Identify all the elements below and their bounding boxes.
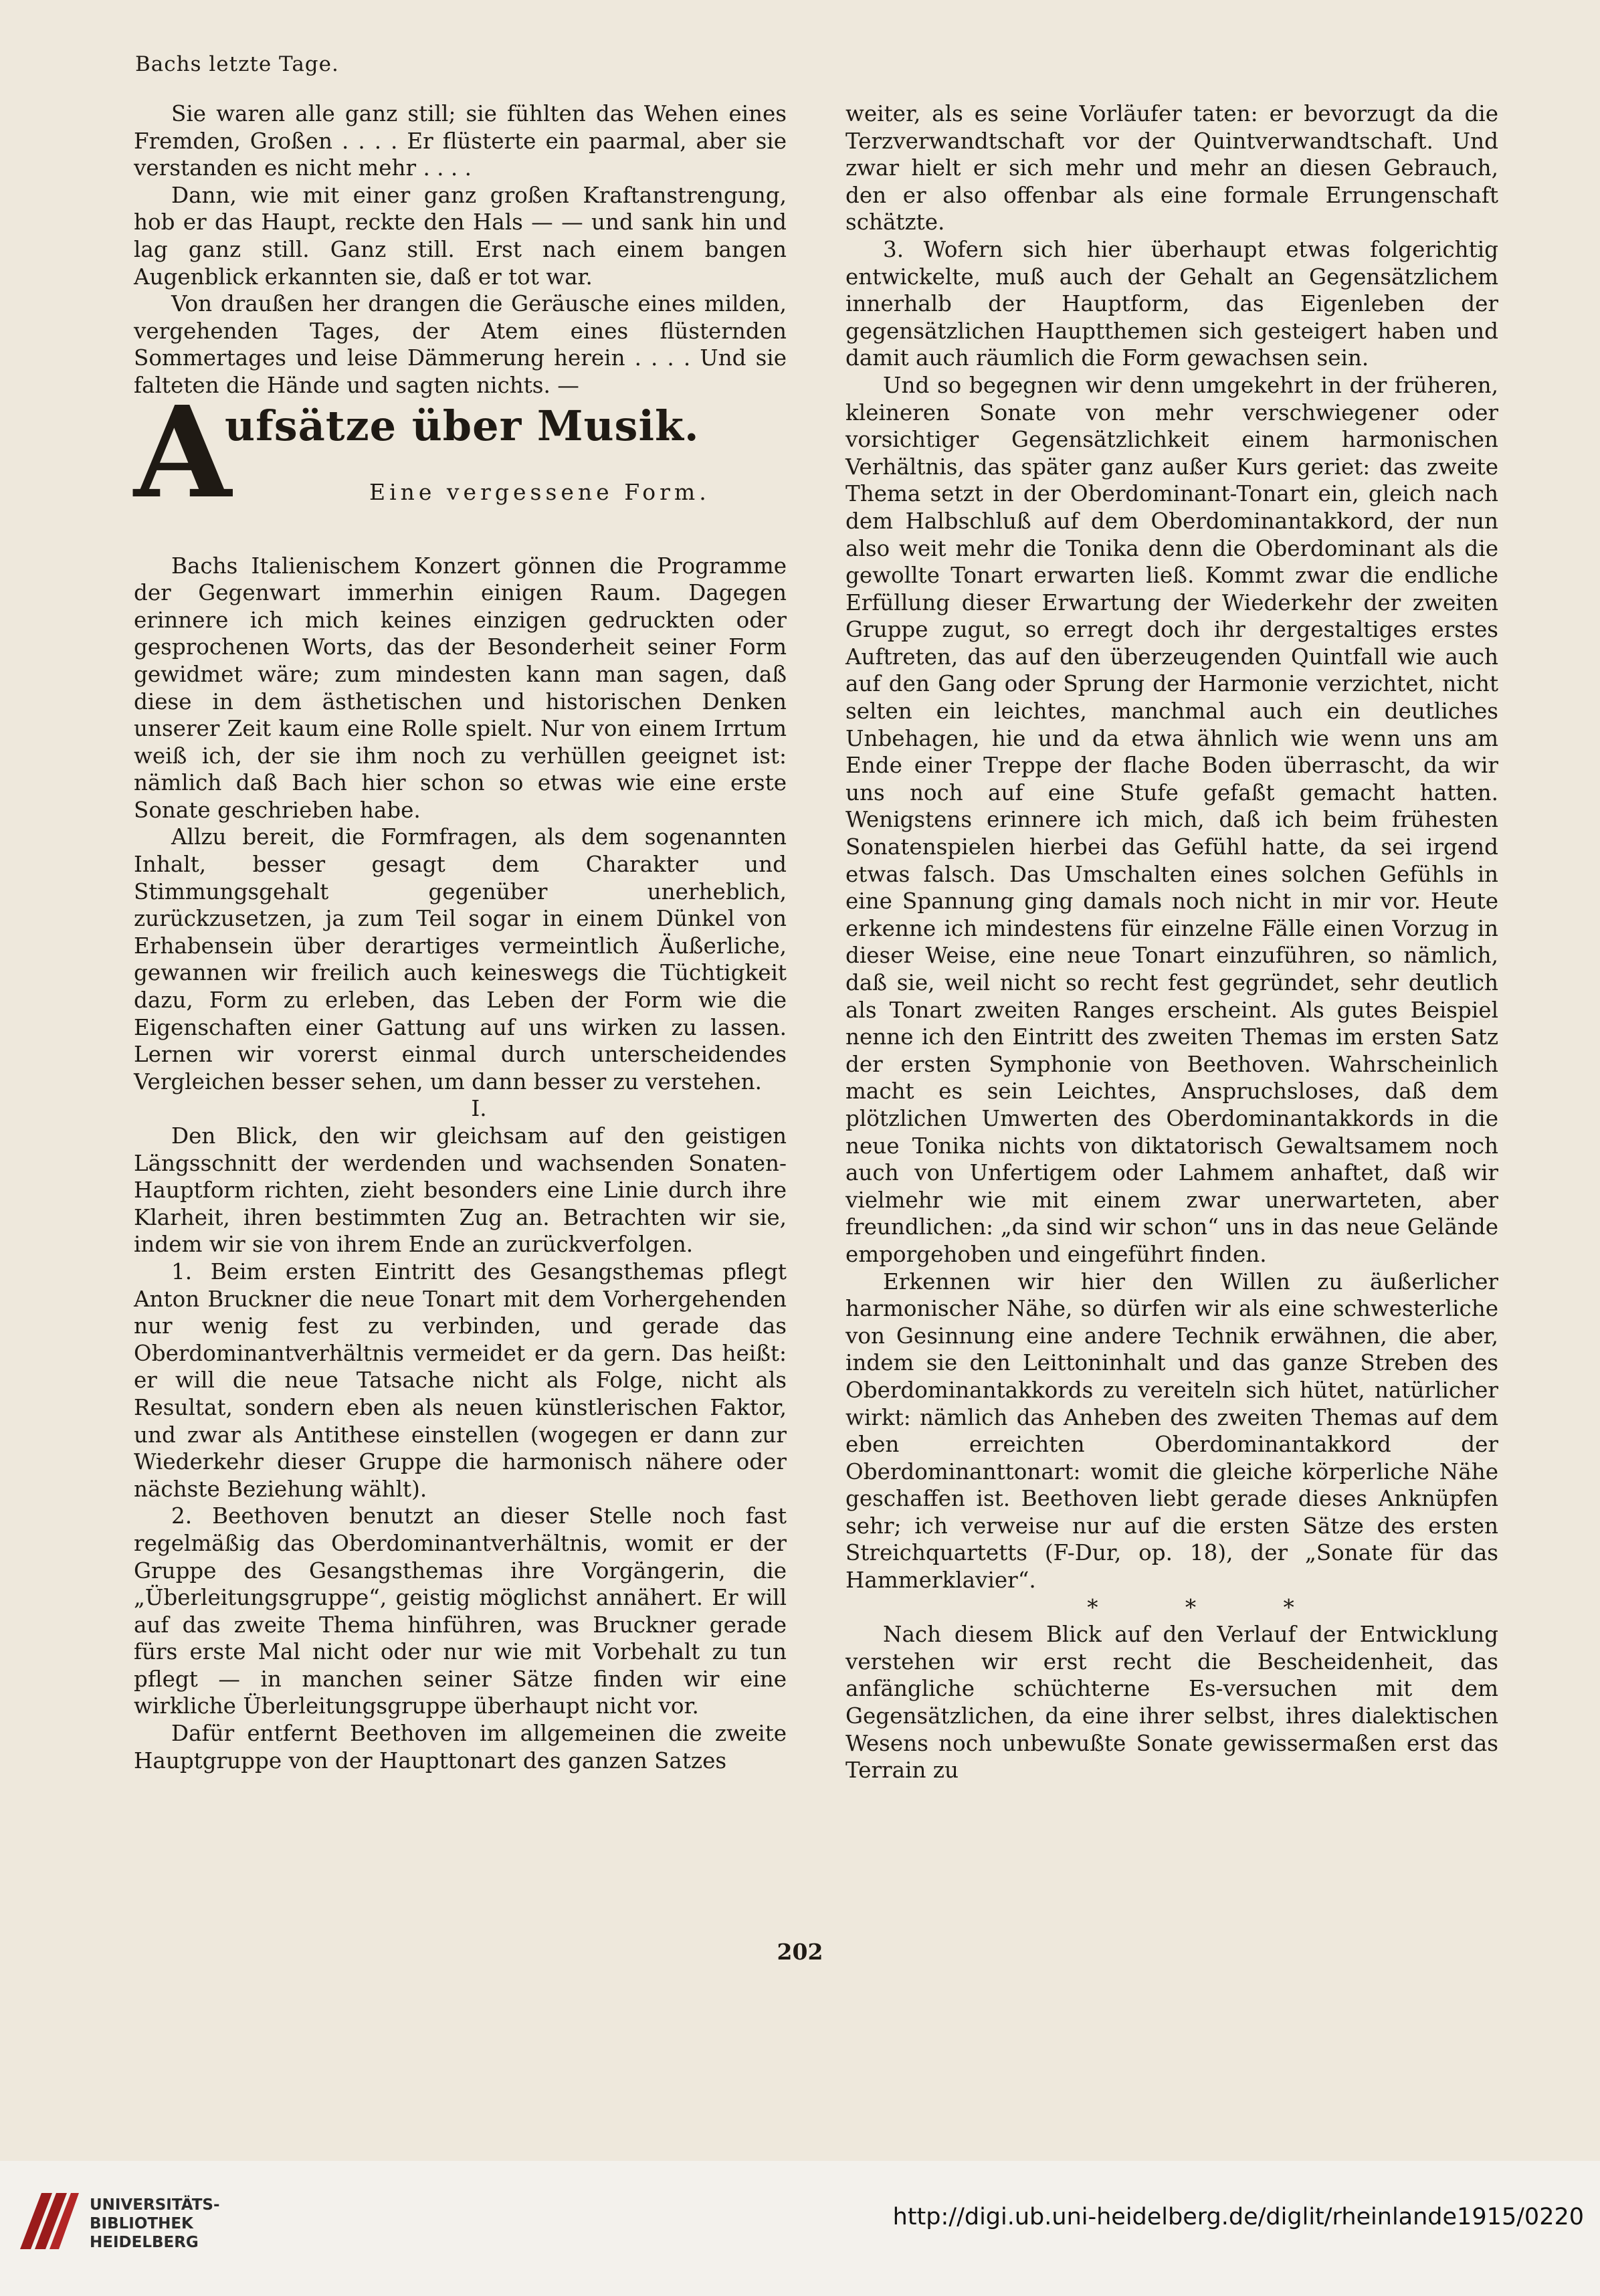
right-column [845, 100, 1498, 1784]
section-number: I. [471, 1096, 487, 1122]
left-column [134, 100, 787, 1774]
paragraph: Nach diesem Blick auf den Verlauf der Entwicklung verstehen wir erst recht die Bescheidenheit, das anfängliche schüchterne Es-versuchen mit dem Gegensätzlichen, da eine ihrer selbst, ihres dialektischen Wesens noch unbewußte Sonate gewissermaßen erst das Terrain zu [845, 1622, 1498, 1784]
paragraph: Bachs Italienischem Konzert gönnen die Programme der Gegenwart immerhin einigen Raum. Dagegen erinnere ich mich keines einzigen gedruckten oder gesprochenen Worts, das der Besonderheit seiner Form gewidmet wäre; zum mindesten kann man sagen, daß diese in dem ästhetischen und historischen Denken unserer Zeit kaum eine Rolle spielt. Nur von einem Irrtum weiß ich, der sie ihm noch zu verhüllen geeignet ist: nämlich daß Bach hier schon so etwas wie eine erste Sonate geschrieben habe. [134, 553, 787, 823]
paragraph: Und so begegnen wir denn umgekehrt in der früheren, kleineren Sonate von mehr verschwiegener oder vorsichtiger Gegensätzlichkeit einem harmonischen Verhältnis, das später ganz außer Kurs geriet: das zweite Thema setzt in der Oberdominant-Tonart ein, gleich nach dem Halbschluß auf dem Oberdominantakkord, der nun also weit mehr die Tonika denn die Oberdominant als die gewollte Tonart erwarten ließ. Kommt zwar die endliche Erfüllung dieser Erwartung der Wiederkehr der zweiten Gruppe zugut, so erregt doch ihr dergestaltiges erstes Auftreten, das auf den überzeugenden Quintfall wie auch auf den Gang oder Sprung der Harmonie verzichtet, nicht selten ein leichtes, manchmal auch ein deutliches Unbehagen, hie und da etwa ähnlich wie wenn uns am Ende einer Treppe der flache Boden überrascht, da wir uns noch auf eine Stufe gefaßt gemacht hatten. Wenigstens erinnere ich mich, daß ich beim frühesten Sonatenspielen hierbei das Gefühl hatte, da sei irgend etwas falsch. Das Umschalten eines solchen Gefühls in eine Spannung ging damals noch nicht in mir vor. Heute erkenne ich mindestens für einzelne Fälle einen Vorzug in dieser Weise, eine neue Tonart einzuführen, so nämlich, daß sie, weil nicht so recht fest gegründet, sehr deutlich als Tonart zweiten Ranges erscheint. Als gutes Beispiel nenne ich den Eintritt des zweiten Themas im ersten Satz der ersten Symphonie von Beethoven. Wahrscheinlich macht es sein Leichtes, Anspruchsloses, daß dem plötzlichen Umwerten des Oberdominantakkords in die neue Tonika nichts von diktatorisch Gewaltsamem noch auch von Unfertigem oder Lahmem anhaftet, daß wir vielmehr wie mit einem zwar unerwarteten, aber freundlichen: „da sind wir schon“ uns in das neue Gelände emporgehoben und eingeführt finden. [845, 372, 1498, 1267]
paragraph: Erkennen wir hier den Willen zu äußerlicher harmonischer Nähe, so dürfen wir als eine schwesterliche von Gesinnung eine andere Technik erwähnen, die aber, indem sie den Leittoninhalt und das ganze Streben des Oberdominantakkords zu vereiteln sich hütet, natürlicher wirkt: nämlich das Anheben des zweiten Themas auf dem eben erreichten Oberdominantakkord der Oberdominanttonart: womit die gleiche körperliche Nähe geschaffen ist. Beethoven liebt gerade dieses Anknüpfen sehr; ich verweise nur auf die ersten Sätze des ersten Streichquartetts (F-Dur, op. 18), der „Sonate für das Hammerklavier“. [845, 1268, 1498, 1594]
running-head: Bachs letzte Tage. [135, 52, 339, 76]
paragraph: Allzu bereit, die Formfragen, als dem sogenannten Inhalt, besser gesagt dem Charakter und Stimmungsgehalt gegenüber unerheblich, zurückzusetzen, ja zum Teil sogar in einem Dünkel von Erhabensein über derartiges vermeintlich Äußerliche, gewannen wir freilich auch keineswegs die Tüchtigkeit dazu, Form zu erleben, das Leben der Form wie die Eigenschaften einer Gattung auf uns wirken zu lassen. Lernen wir vorerst einmal durch unterscheidendes Vergleichen besser sehen, um dann besser zu verstehen. [134, 824, 787, 1094]
paragraph: weiter, als es seine Vorläufer taten: er bevorzugt da die Terzverwandtschaft vor der Quintverwandtschaft. Und zwar hielt er sich mehr und mehr an diesen Gebrauch, den er also offenbar als eine formale Errungenschaft schätzte. [845, 101, 1498, 235]
article-title: ufsätze über Musik. [225, 401, 700, 450]
paragraph: Dafür entfernt Beethoven im allgemeinen die zweite Hauptgruppe von der Haupttonart des ganzen Satzes [134, 1721, 787, 1774]
paragraph: 2. Beethoven benutzt an dieser Stelle noch fast regelmäßig das Oberdominantverhältnis, womit er der Gruppe des Gesangsthemas ihre Vorgängerin, die „Überleitungsgruppe“, geistig möglichst annähert. Er will auf das zweite Thema hinführen, was Bruckner gerade fürs erste Mal nicht oder nur wie mit Vorbehalt zu tun pflegt — in manchen seiner Sätze finden wir eine wirkliche Überleitungsgruppe überhaupt nicht vor. [134, 1503, 787, 1719]
paragraph: 1. Beim ersten Eintritt des Gesangsthemas pflegt Anton Bruckner die neue Tonart mit dem Vorhergehenden nur wenig fest zu verbinden, und gerade das Oberdominantverhältnis vermeidet er da gern. Das heißt: er will die neue Tatsache nicht als Folge, nicht als Resultat, sondern eben als neuen künstlerischen Faktor, und zwar als Antithese einstellen (wogegen er dann zur Wiederkehr dieser Gruppe die harmonisch nähere oder nächste Beziehung wählt). [134, 1258, 787, 1502]
drop-cap: A [134, 378, 231, 527]
section-divider-stars: * * * [1087, 1594, 1334, 1620]
article-subtitle: Eine vergessene Form. [369, 478, 710, 505]
article-heading [134, 378, 787, 553]
library-name-line: HEIDELBERG [90, 2234, 199, 2251]
paragraph: Sie waren alle ganz still; sie fühlten das Wehen eines Fremden, Großen . . . . Er flüsterte ein paarmal, aber sie verstanden es nicht mehr . . . . [134, 101, 787, 181]
paragraph: Den Blick, den wir gleichsam auf den geistigen Längsschnitt der werdenden und wachsenden Sonaten-Hauptform richten, zieht besonders eine Linie durch ihre Klarheit, ihren bestimmten Zug an. Betrachten wir sie, indem wir sie von ihrem Ende an zurückverfolgen. [134, 1123, 787, 1258]
library-name [90, 2196, 220, 2252]
page-number: 202 [777, 1939, 823, 1965]
library-name-line: BIBLIOTHEK [90, 2215, 193, 2232]
paragraph: 3. Wofern sich hier überhaupt etwas folgerichtig entwickelte, muß auch der Gehalt an Gegensätzlichem innerhalb der Hauptform, das Eigenleben der gegensätzlichen Hauptthemen sich gesteigert haben und damit auch räumlich die Form gewachsen sein. [845, 236, 1498, 371]
footer-bar [0, 2161, 1600, 2296]
source-url-link[interactable]: http://digi.ub.uni-heidelberg.de/diglit/rheinlande1915/0220 [892, 2204, 1584, 2230]
library-name-line: UNIVERSITÄTS- [90, 2196, 220, 2214]
paragraph: Dann, wie mit einer ganz großen Kraftanstrengung, hob er das Haupt, reckte den Hals — — und sank hin und lag ganz still. Ganz still. Erst nach einem bangen Augenblick erkannten sie, daß er tot war. [134, 182, 787, 290]
university-library-logo-icon [15, 2188, 82, 2255]
paragraph: Von draußen her drangen die Geräusche eines milden, vergehenden Tages, der Atem eines flüsternden Sommertages und leise Dämmerung herein . . . . Und sie falteten die Hände und sagten nichts. — [134, 291, 787, 398]
